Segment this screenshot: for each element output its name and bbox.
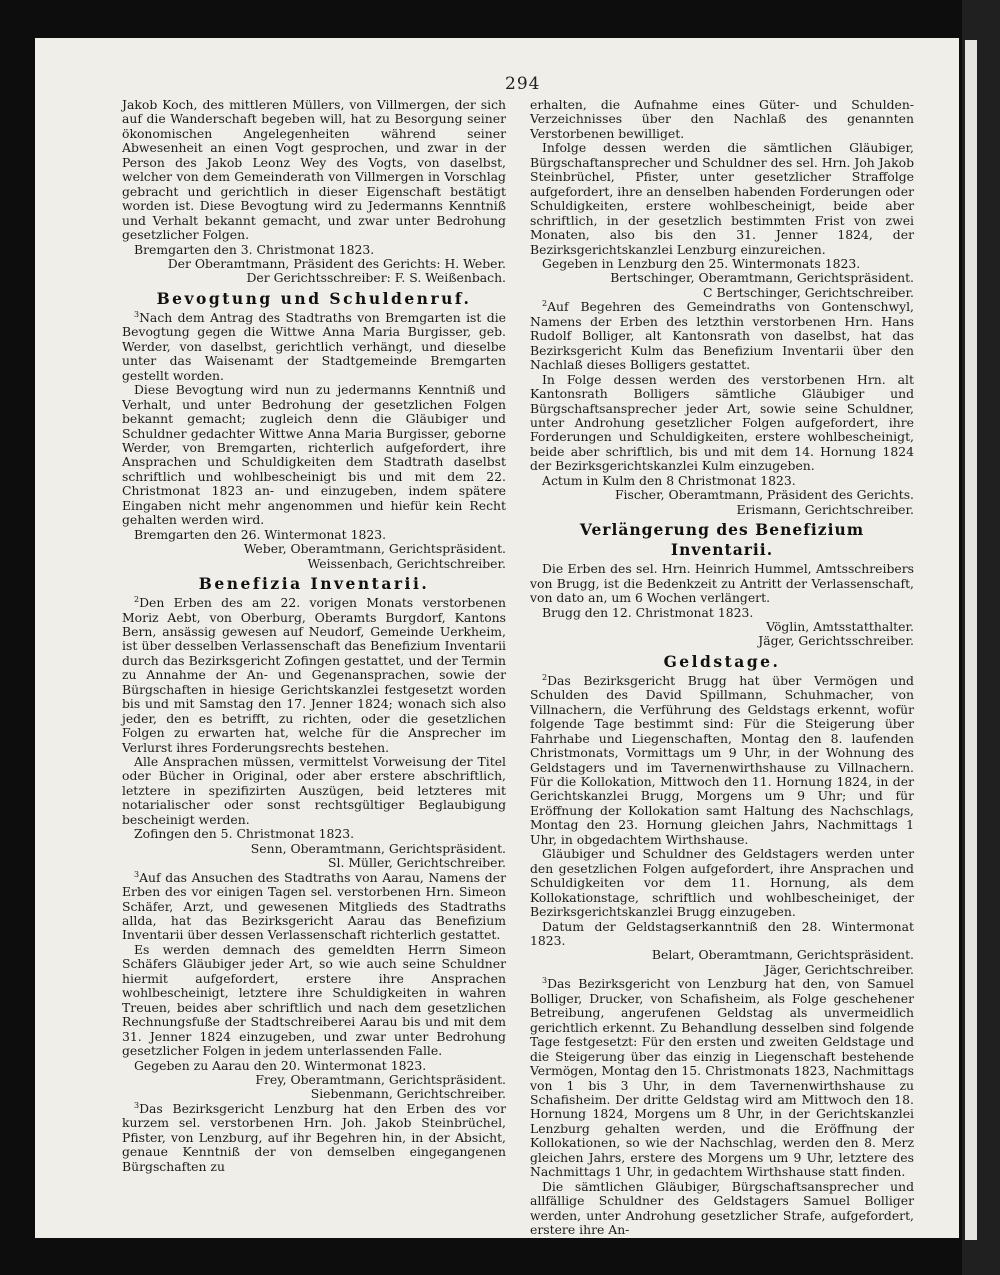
section-heading: Bevogtung und Schuldenruf.	[156, 288, 472, 308]
notice-text: Es werden demnach des gemeldten Herrn Simeon Schäfers Gläubiger jeder Art, so wie auch seine Schuldner hiermit aufgefordert, erstere ihre Ansprachen wohlbescheinigt, letztere ihre Schuldigkeiten in wahren Treuen, beides aber schriftlich und nach dem gesetzlichen Rechnungsfuße der Stadtschreiberei Aarau bis und mit dem 31. Jenner 1824 einzugeben, und zwar unter Bedrohung gesetzlicher Folgen in jedem unterlassenden Falle.	[122, 941, 506, 1059]
signature: Bertschinger, Oberamtmann, Gerichtspräsident.	[610, 270, 914, 286]
signature: Jäger, Gerichtsschreiber.	[758, 633, 914, 649]
notice-text: Auf Begehren des Gemeindraths von Gontenschwyl, Namens der Erben des letzthin verstorbenen Hrn. Hans Rudolf Bolliger, alt Kantonsrath von daselbst, hat das Bezirksgericht Kulm das Benefizium Inventarii über den Nachlaß dieses Bolligers gestattet.	[530, 299, 914, 373]
signature: Siebenmann, Gerichtschreiber.	[310, 1086, 506, 1102]
notice-text: Alle Ansprachen müssen, vermittelst Vorweisung der Titel oder Bücher in Original, oder aber erstere abschriftlich, letztere in spezifizirten Auszügen, beid letzteres mit notarialischer oder sonst rechtsgültiger Beglaubigung bescheinigt werden.	[122, 754, 506, 827]
signature: Senn, Oberamtmann, Gerichtspräsident.	[250, 840, 506, 856]
right-column	[530, 98, 914, 1238]
notice-text: Das Bezirksgericht Brugg hat über Vermögen und Schulden des David Spillmann, Schuhmacher, von Villnachern, die Verführung des Geldstags erkennt, wofür folgende Tage bestimmt sind: Für die Steigerung über Fahrhabe und Liegenschaften, Montag den 8. laufenden Christmonats, Vormittags um 9 Uhr, in der Wohnung des Geldstagers und im Tavernenwirthshause zu Villnachern. Für die Kollokation, Mittwoch den 11. Hornung 1824, in der Gerichtskanzlei Brugg, Morgens um 9 Uhr; und für Eröffnung der Kollokation samt Haltung des Nachschlags, Montag den 23. Hornung gleichen Jahrs, Nachmittags 1 Uhr, in obgedachtem Wirthshause.	[530, 672, 914, 847]
signature: Fischer, Oberamtmann, Präsident des Gerichts.	[614, 487, 914, 503]
signature: Der Gerichtsschreiber: F. S. Weißenbach.	[246, 270, 506, 286]
page-number: 294	[505, 74, 541, 94]
notice-number: 3	[134, 869, 140, 879]
newspaper-page	[35, 38, 959, 1238]
notice-text: erhalten, die Aufnahme eines Güter- und Schulden-Verzeichnisses über den Nachlaß des genannten Verstorbenen bewilliget.	[530, 97, 914, 141]
notice-date: Zofingen den 5. Christmonat 1823.	[134, 826, 355, 842]
notice-text: Nach dem Antrag des Stadtraths von Bremgarten ist die Bevogtung gegen die Wittwe Anna Maria Burgisser, geb. Werder, von daselbst, gerichtlich verhängt, und dieselbe unter das Waisenamt der Stadtgemeinde Bremgarten gestellt worden.	[122, 309, 506, 383]
notice-date: Bremgarten den 3. Christmonat 1823.	[134, 241, 375, 257]
signature: Sl. Müller, Gerichtschreiber.	[328, 855, 506, 871]
signature: Erismann, Gerichtschreiber.	[736, 501, 914, 517]
notice-text: Diese Bevogtung wird nun zu jedermanns Kenntniß und Verhalt, und unter Bedrohung der gesetzlichen Folgen bekannt gemacht; zugleich denn die Gläubiger und Schuldner gedachter Wittwe Anna Maria Burgisser, geborne Werder, von Bremgarten, richterlich aufgefordert, ihre Ansprachen und Schuldigkeiten dem Stadtrath daselbst schriftlich und wohlbescheinigt bis und mit dem 22. Christmonat 1823 an- und einzugeben, indem spätere Eingaben nicht mehr angenommen und hiefür kein Recht gehalten werden wird.	[122, 382, 506, 528]
section-heading: Geldstage.	[663, 651, 781, 671]
notice-text: Das Bezirksgericht von Lenzburg hat den, von Samuel Bolliger, Drucker, von Schafisheim, als Folge geschehener Betreibung, angerufenen Geldstag als unvermeidlich gerichtlich erkennt. Zu Behandlung desselben sind folgende Tage festgesetzt: Für den ersten und zweiten Geldstage und die Steigerung über das einzig in Liegenschaft bestehende Vermögen, Montag den 15. Christmonats 1823, Nachmittags von 1 bis 3 Uhr, in dem Tavernenwirthshause zu Schafisheim. Der dritte Geldstag wird am Mittwoch den 18. Hornung 1824, Morgens um 8 Uhr, in der Gerichtskanzlei Lenzburg gehalten werden, und die Eröffnung der Kollokationen, so wie der Nachschlag, werden den 8. Merz gleichen Jahrs, erstere des Morgens um 9 Uhr, letztere des Nachmittags 1 Uhr, in gedachtem Wirthshause statt finden.	[530, 976, 914, 1180]
notice-number: 3	[134, 309, 140, 319]
notice-date: Actum in Kulm den 8 Christmonat 1823.	[542, 472, 796, 488]
notice-date: Datum der Geldstagserkanntniß den 28. Wintermonat 1823.	[530, 918, 914, 949]
notice-number: 2	[542, 299, 548, 309]
notice-text: Den Erben des am 22. vorigen Monats verstorbenen Moriz Aebt, von Oberburg, Oberamts Burgdorf, Kantons Bern, ansässig gewesen auf Neudorf, Gemeinde Uerkheim, ist über desselben Verlassenschaft das Benefizium Inventarii durch das Bezirksgericht Zofingen gestattet, und der Termin zu Annahme der An- und Gegenansprachen, sowie der Bürgschaften in hiesige Gerichtskanzlei festgesetzt worden bis und mit Samstag den 17. Jenner 1824; wonach sich also jeder, den es betrifft, zu richten, oder die gesetzlichen Folgen zu erwarten hat, welche für die Ansprecher im Verlurst ihres Forderungsrechts bestehen.	[122, 595, 506, 755]
signature: Jäger, Gerichtschreiber.	[764, 961, 914, 977]
notice-number: 3	[542, 976, 548, 986]
notice-text: Das Bezirksgericht Lenzburg hat den Erben des vor kurzem sel. verstorbenen Hrn. Joh. Jakob Steinbrüchel, Pfister, von Lenzburg, auf ihr Begehren hin, in der Absicht, genaue Kenntniß der von demselben eingegangenen Bürgschaften zu	[122, 1100, 506, 1174]
section-heading: Verlängerung des Benefizium Inventarii.	[579, 520, 865, 560]
signature: Der Oberamtmann, Präsident des Gerichts: H. Weber.	[167, 255, 506, 271]
notice-text: Infolge dessen werden die sämtlichen Gläubiger, Bürgschaftansprecher und Schuldner des sel. Hrn. Joh Jakob Steinbrüchel, Pfister, unter gesetzlicher Straffolge aufgefordert, ihre an denselben habenden Forderungen oder Schuldigkeiten, erstere wohlbescheinigt, beide aber schriftlich, in der gesetzlich bestimmten Frist von zwei Monaten, also bis den 31. Jenner 1824, der Bezirksgerichtskanzlei Lenzburg einzureichen.	[530, 140, 914, 257]
next-page-edge	[965, 40, 977, 1240]
notice-date: Brugg den 12. Christmonat 1823.	[542, 604, 754, 620]
notice-koch: Jakob Koch, des mittleren Müllers, von Villmergen, der sich auf die Wanderschaft begeben will, hat zu Besorgung seiner ökonomischen Angelegenheiten während seiner Abwesenheit an einen Vogt gesprochen, und zwar in der Person des Jakob Leonz Wey des Vogts, von daselbst, welcher von dem Gemeinderath von Villmergen in Vorschlag gebracht und gerichtlich in dieser Eigenschaft bestätigt worden ist. Diese Bevogtung wird zu Jedermanns Kenntniß und Verhalt bekannt gemacht, und zwar unter Bedrohung gesetzlicher Folgen.	[122, 97, 506, 243]
notice-text: Gläubiger und Schuldner des Geldstagers werden unter den gesetzlichen Folgen aufgefordert, ihre Ansprachen und Schuldigkeiten vor dem 11. Hornung, als dem Kollokationstage, schriftlich und wohlbescheiniget, der Bezirksgerichtskanzlei Brugg einzugeben.	[530, 846, 914, 920]
signature: Frey, Oberamtmann, Gerichtspräsident.	[255, 1072, 506, 1087]
notice-number: 3	[134, 1100, 140, 1110]
signature: Vöglin, Amtsstatthalter.	[766, 618, 914, 634]
notice-date: Bremgarten den 26. Wintermonat 1823.	[134, 526, 387, 542]
notice-date: Gegeben in Lenzburg den 25. Wintermonats 1823.	[542, 255, 861, 271]
signature: Weber, Oberamtmann, Gerichtspräsident.	[243, 541, 506, 557]
notice-date: Gegeben zu Aarau den 20. Wintermonat 1823.	[134, 1057, 427, 1073]
notice-text: Die sämtlichen Gläubiger, Bürgschaftsansprecher und allfällige Schuldner des Geldstagers Samuel Bolliger werden, unter Androhung gesetzlicher Strafe, aufgefordert, erstere ihre An-	[530, 1178, 914, 1238]
section-heading: Benefizia Inventarii.	[198, 574, 430, 594]
notice-text: In Folge dessen werden des verstorbenen Hrn. alt Kantonsrath Bolligers sämtliche Gläubiger und Bürgschaftsansprecher jeder Art, sowie seine Schuldner, unter Androhung gesetzlicher Folgen aufgefordert, ihre Forderungen und Schuldigkeiten, erstere wohlbescheinigt, beide aber schriftlich, bis und mit dem 14. Hornung 1824 der Bezirksgerichtskanzlei Kulm einzugeben.	[530, 371, 914, 474]
signature: Belart, Oberamtmann, Gerichtspräsident.	[651, 947, 914, 963]
signature: Weissenbach, Gerichtschreiber.	[307, 555, 506, 571]
notice-number: 2	[542, 672, 548, 682]
notice-text: Die Erben des sel. Hrn. Heinrich Hummel, Amtsschreibers von Brugg, ist die Bedenkzeit zu Antritt der Verlassenschaft, von dato an, um 6 Wochen verlängert.	[530, 561, 914, 606]
notice-number: 2	[134, 594, 140, 604]
notice-text: Auf das Ansuchen des Stadtraths von Aarau, Namens der Erben des vor einigen Tagen sel. verstorbenen Hrn. Simeon Schäfer, Arzt, und gewesenen Mitglieds des Stadtraths allda, hat das Bezirksgericht Aarau das Benefizium Inventarii über dessen Verlassenschaft richterlich gestattet.	[122, 869, 506, 943]
left-column	[122, 98, 506, 1174]
signature: C Bertschinger, Gerichtschreiber.	[703, 284, 914, 300]
